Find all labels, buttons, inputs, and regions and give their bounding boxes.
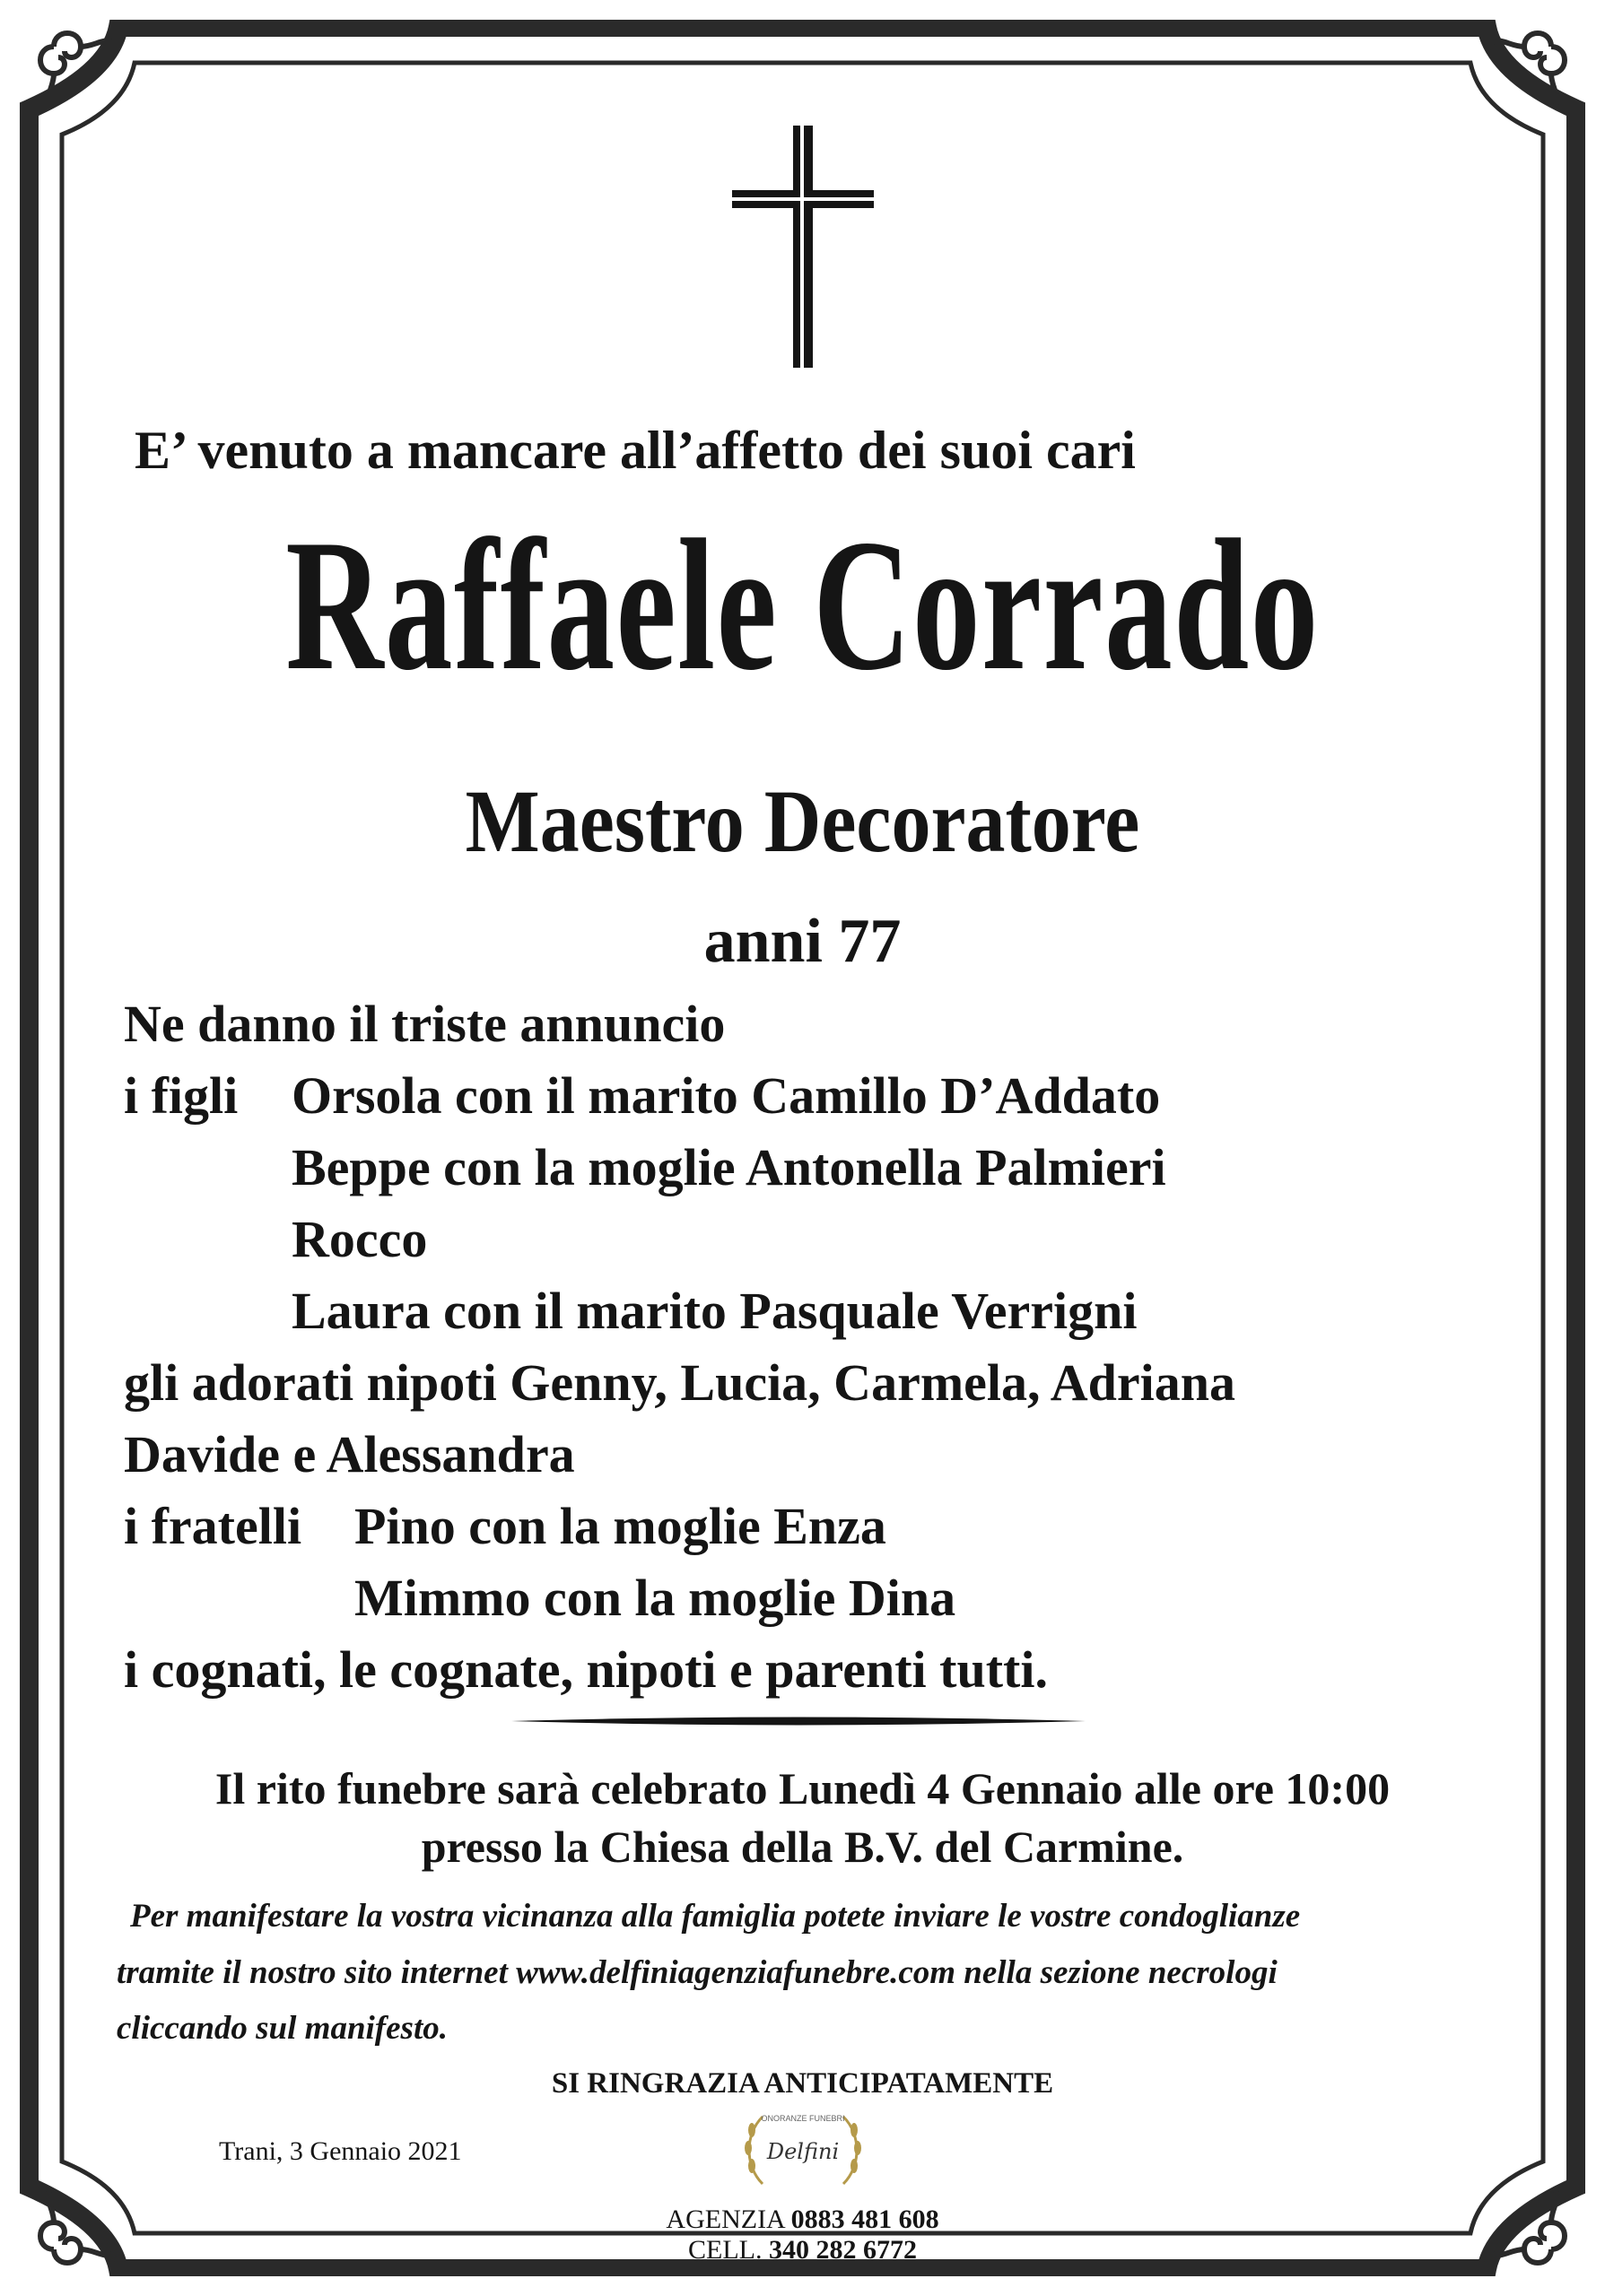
condolences-line: cliccando sul manifesto. [117, 2010, 448, 2047]
agency-phone [0, 2205, 1605, 2235]
thanks-text: SI RINGRAZIA ANTICIPATAMENTE [551, 2067, 1054, 2100]
corner-ornament-icon [27, 20, 126, 118]
announce-text: Ne danno il triste annuncio [124, 995, 726, 1053]
deceased-name: Raffaele Corrado [285, 501, 1320, 709]
cell-number: 340 282 6772 [769, 2235, 917, 2265]
relatives-line: i cognati, le cognate, nipoti e parenti tutti. [124, 1640, 1048, 1699]
grandchildren-line: gli adorati nipoti Genny, Lucia, Carmela, Adriana [124, 1353, 1236, 1412]
cell-label: CELL. [688, 2235, 763, 2265]
agency-logo [736, 2103, 870, 2193]
child-line: Orsola con il marito Camillo D’Addato [292, 1066, 1161, 1125]
intro-text: E’ venuto a mancare all’affetto dei suoi cari [135, 421, 1136, 480]
divider [511, 1715, 1086, 1727]
grandchildren-line: Davide e Alessandra [124, 1425, 575, 1483]
agency-number: 0883 481 608 [790, 2205, 939, 2234]
condolences-line: tramite il nostro sito internet www.delfiniagenziafunebre.com nella sezione necrologi [117, 1954, 1278, 1991]
funeral-line: presso la Chiesa della B.V. del Carmine. [421, 1822, 1184, 1872]
sibling-line: Pino con la moglie Enza [354, 1497, 886, 1555]
logo-name: Delfini [766, 2139, 840, 2164]
corner-ornament-icon [1479, 20, 1578, 118]
notice-date: Trani, 3 Gennaio 2021 [219, 2136, 462, 2166]
agency-label: AGENZIA [666, 2205, 785, 2234]
child-line: Beppe con la moglie Antonella Palmieri [292, 1138, 1166, 1196]
child-line: Laura con il marito Pasquale Verrigni [292, 1282, 1138, 1340]
deceased-age: anni 77 [703, 907, 902, 976]
sibling-line: Mimmo con la moglie Dina [354, 1569, 956, 1627]
children-label: i figli [124, 1066, 239, 1125]
child-line: Rocco [292, 1210, 428, 1268]
cross-icon [732, 126, 874, 368]
agency-cell [0, 2235, 1605, 2266]
condolences-line: Per manifestare la vostra vicinanza alla famiglia potete inviare le vostre condoglianze [130, 1898, 1301, 1935]
deceased-title: Maestro Decoratore [465, 771, 1140, 871]
logo-subtitle: ONORANZE FUNEBRI [761, 2114, 845, 2123]
funeral-line: Il rito funebre sarà celebrato Lunedì 4 Gennaio alle ore 10:00 [214, 1763, 1391, 1813]
siblings-label: i fratelli [124, 1497, 302, 1555]
